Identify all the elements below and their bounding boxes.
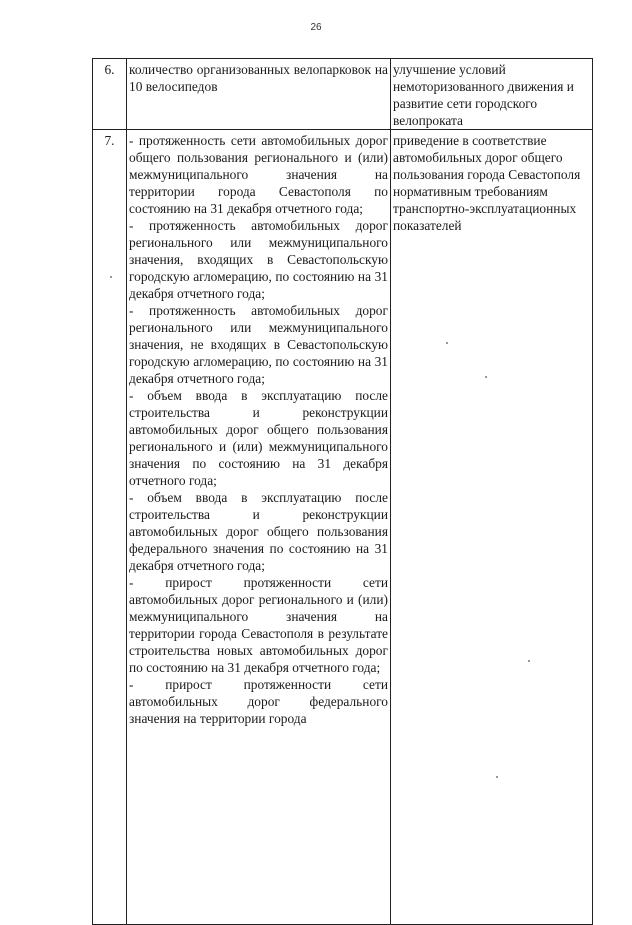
scan-speck xyxy=(528,660,530,662)
scan-speck xyxy=(110,276,112,278)
document-table xyxy=(92,58,593,925)
indicator-item: - протяженность автомобильных дорог регионального или межмуниципального значения, входящих в Севастопольскую городскую агломерацию, по состоянию на 31 декабря отчетного года; xyxy=(129,218,388,301)
goal-cell: приведение в соответствие автомобильных дорог общего пользования города Севастополя нормативным требованиям транспортно-эксплуатационных показателей xyxy=(391,130,593,925)
goal-cell: улучшение условий немоторизованного движения и развитие сети городского велопроката xyxy=(391,59,593,130)
indicator-item: - протяженность сети автомобильных дорог общего пользования регионального и (или) межмуниципального значения на территории города Севастополя по состоянию на 31 декабря отчетного года; xyxy=(129,133,388,216)
indicator-item: - прирост протяженности сети автомобильных дорог регионального и (или) межмуниципального значения на территории города Севастополя в результате строительства новых автомобильных дорог по состоянию на 31 декабря отчетного года; xyxy=(129,575,388,675)
indicator-item: - прирост протяженности сети автомобильных дорог федерального значения на территории города xyxy=(129,677,388,726)
indicator-item: количество организованных велопарковок на 10 велосипедов xyxy=(129,62,388,94)
row-number: 6. xyxy=(93,59,127,130)
scan-speck xyxy=(496,776,498,778)
indicator-cell xyxy=(127,130,391,925)
scan-speck xyxy=(485,376,487,378)
scan-speck xyxy=(446,342,448,344)
page-number: 26 xyxy=(310,22,322,33)
row-number: 7. xyxy=(93,130,127,925)
indicator-item: - протяженность автомобильных дорог регионального или межмуниципального значения, не входящих в Севастопольскую городскую агломерацию, по состоянию на 31 декабря отчетного года; xyxy=(129,303,388,386)
indicator-cell xyxy=(127,59,391,130)
indicator-item: - объем ввода в эксплуатацию после строительства и реконструкции автомобильных дорог общего пользования регионального и (или) межмуниципального значения по состоянию на 31 декабря отчетного года; xyxy=(129,388,388,488)
table-row xyxy=(93,59,593,130)
table-row xyxy=(93,130,593,925)
indicator-item: - объем ввода в эксплуатацию после строительства и реконструкции автомобильных дорог общего пользования федерального значения по состоянию на 31 декабря отчетного года; xyxy=(129,490,388,573)
